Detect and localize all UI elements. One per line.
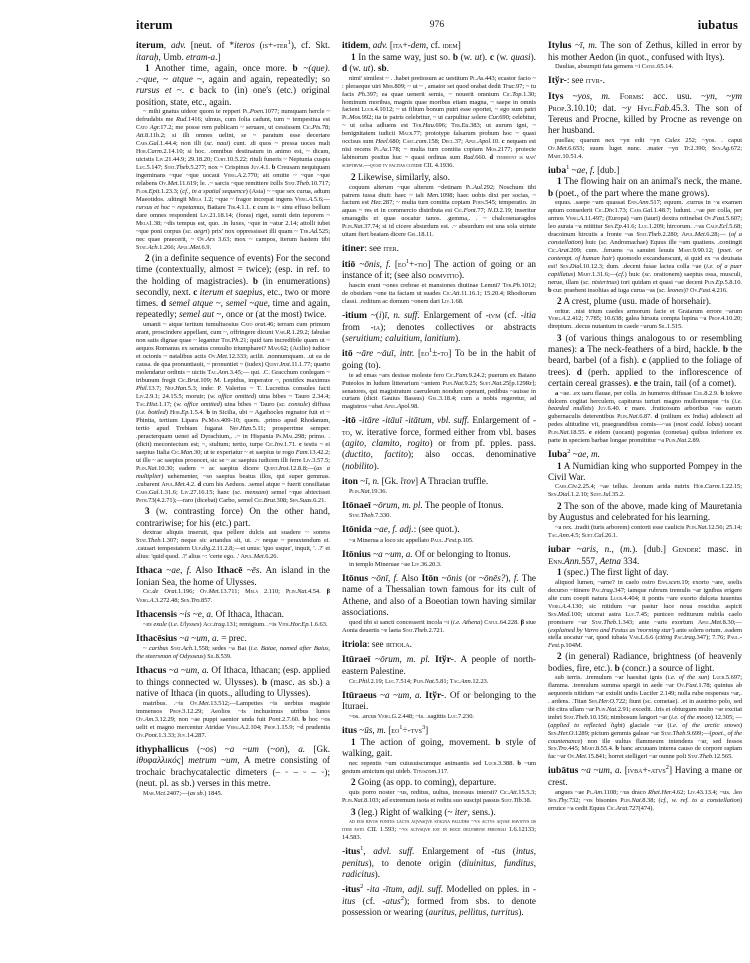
sense-definition: 3 (leg.) Right of walking (~ iter, sens.). [351,806,496,817]
citation-block: matribus. .~is Ov.Met.13.512;—Lampeties ~is uerbius magiste immensos Prop.3.12.29; Aeolios ~is inchusimus utribus lunos Ov.Am.3.12.29; non ~ae puppi saenior unda fuit Pont.2.7.60. b hoc ~os uelit et magno mercentur Atridae Verg.A.2.104; Prop.1.15.9; ~d prudentia Ov.Pont.1.3.33; Juv.14.287. [136,699,330,739]
entry-headline: iuba$^1$ ~ae, f. [dub.] [548,163,620,176]
entry-headline: Ithacēsius ~a ~um, a. = prec. [136,632,247,644]
citation-block: ~ mihi gnatus uideor quom te repperi Pl.Poen.1077; numquam hercle ~ defrudabis me Rud.1416; ulmus, cum folia cadunt, tum ~ tempestiua est Cato Agr.17.2; me posse rem publicam ~ seruare, ut cessissem Cic.Pis.78; Att.8.11b.2; si illi omnes uelint, se ~ paratum esse decertare Caes.Gal.1.44.4; non illi (sc. naui) cunt. .di quos ~ pressa uoces mali Hor.Carm.2.14.10; si hoc. .omnibus destinatum in animo est, ~ dicam, uicistis Liv.21.44.9; 29.18.20; Curt.10.5.22; rituli funeris ~ Neptunia cuspis Luc.5.147; Stat.Theb.5.277; nox ~ Crispinus Juv.4.1. b Creusam nequiquam ingeminans ~que ~que uocaui Verg.A.2.770; ait omitte ~ ~que ~que relabens Ov.Met.11.619; le. .~ sarcis ~que remittere ixills Stat.Theb.10.717; Flor.Epit.1.23.3; (cf., in a spatial sequence) (Asia) ~ ~que sex curua, adtum Maeotidos. .ultingit Mela 1.2; ~que ~ fragor increpat ingens Verg.A.5.6;—rursus et hoc ~ repetamus, Battare Tib.4.1.1. c cum is ~ sinu effuso bellum dare omnes respondent Liv.21.18.14; (foras) riget, sumit dein teporem ~ Mela1.38; ~dis tempus est, quo. .in luxes, ~que in ~atur 2.14; attolli iubet ~que poni corpus (sc. aegri) prix' nox oppressisset illi quam ~ Ter.Ad.525; nec quae praecerit, ~ Ov.Ars 3.63; mox ~ campos, iterum hastem tibi Stat.Ach.1.266; Apul.Met.6.9. [136,108,330,251]
dictionary-entry [342,259,536,306]
citation-block: quis porro noster ~us, reditus, uultus, incessus intersit? Cic.Att.15.5.3; Plin.Nat.8.103; ad extremum isota et reditu suo suscipi passus Suet.Tib.38. [342,789,536,805]
dictionary-entry [342,654,536,685]
dictionary-entry [342,415,536,472]
dictionary-entry [548,765,742,812]
entry-headline: Itūraeus ~a ~um, a. Itўr-. Of or belonging to the Ituraei. [342,689,536,712]
sense-definition: 1 A Numidian king who supported Pompey in the Civil War. [548,460,742,482]
citation-block: angues ~ae Pl.Am.1108; ~us draco Rhet.Her.4.62; Liv.43.13.4; ~us. .leo Sen.Thy.732; ~os bisontes Plin.Nat.8.38; (cf., w. ref. to a constellation) erruice ~a cedit Equus Cic.Arat.727(474). [548,788,742,812]
sense-definition: 1 (spec.) The first light of day. [557,566,669,577]
sense-definition: 3 (of various things analogous to or resembling manes): a The neck-feathers of a bird, hackle. b the beard, barbel (of a fish). c (applied to the foliage of trees). d (perh. applied to the inflorescence of certain cereal grasses). e the train, tail (of a comet). [548,332,742,388]
dictionary-entry [136,744,330,798]
dictionary-entry [548,165,742,445]
citation-block: Mar.Vict.2407;—(as sb.) 1845. [143,789,223,797]
entry-headline: Itūraeī ~ōrum, m. pl. Itўr-. A people of north-eastern Palestine. [342,654,536,677]
citation-block: ~a Minerua a loco sic appellato Paul..Fest.p.105. [349,536,474,544]
dictionary-entry [548,91,742,160]
citation-block: quod tibi si sancti concesserit incola ~i (i.e. Athena) Catul.64.228. β siue Aonia deuertis ~e laeta Stat.Theb.2.721. [342,618,536,634]
entry-headline: Itylus ~ī, m. The son of Zethus, killed in error by his mother Aedon (in quot., confused with Itys). [548,40,742,62]
dictionary-entry [342,524,536,544]
dictionary-entry [342,725,536,842]
column-1 [136,40,330,958]
dictionary-entry [342,573,536,635]
entry-headline: Itys ~yos, m. Forms: acc. usu. ~yn, ~ym Prop.3.10.10; dat. ~y Hyg.Fab.45.3. The son of Tereus and Procne, killed by Procne as revenge on her husband. [548,91,742,136]
citation-block: umanii ~ atque tertium tumultuosius Cato orat.46; terram cum primum arant, proscindere appellant, cum ~, offringere dicunt Var.R.1.29.2; fabulae non satis dignae quae ~ legantur Ter.Ph.21; quid tam incredibile quam ut ~ aequos Romanus ex senatus consulto triumpharet? Man.62; (Acilio) iudicer et octonis ~ natalibus actis Ov.Met.12.333; acilii. .nonnumquam. .ut ea de causa. de qua pronuntiauit, ~ pronuntiet ~ (iudex) Quint.Inst.11.1.77; quarto molendarur ordinis ~ uictis Tac.Ann.3.45;— qui. .C. Gracchum conlegam ~ tribunum fregit Cic.Brut.109; M. Lepidus, imperator ~, pontifex maximus Phil.13.7; Nep.Han.5.3; inde: P. Valerius ~ T. Lucretius consules facti Liv.2.9.1; 24.15.5; moruir; (w. office omitted) uina bibes ~ Tauro 2.34.4; Tac.Hist.1.17; (w. office omitted) uina bibes ~ Tauro (sc. consule) diffusa (i.e. bottled) Hor.Ep.1.5.4. b in Sicilia, ubi ~ Agathocles regnator fuit et ~ Phintia, tertium Lipara Ps.Man.409-10; quem. .primo apud Rhodanum, tertio apud Trebiam fugarat Nep.Han.5.11; prosperrime semper. .peracterquam uenei ad Dyrachium,. .~ in Hispania Ps.Mal.298; primo. .(dicit) meconiectum est; ~, stultum; tertio, turpe Cic.Inv.1.71. c testis ~ ei saepius Italia Cic.Man.30; ut te experiatur ~ et saepius te rogo Fam.13.42.2; ut ille ~ ac saepius prouocet, sic se ~ ac saepius iudicem illi ferre Liv.3.57.5; Plin.Nat.10.30; eadem ~ ac saepius dicere Quint.Inst.12.8.8;—(as a multiplier) uehementer, ~so saepius beatus illos, qui super gemmas. .cubarent Apul.Met.4.2. d cum his Aeduos. .semel atque ~ fuerit consiliatae Caes.Gal.1.31.6; Liv.27.16.15; hanc (sc. mensam) semel ~que abiecisset Petr.73(4.2.71);—raro (dicebat) Carbo, semel Cic.Brut.308; Sen.Suas.6.21. [136,321,330,504]
citation-block: Plin.Nat.19.36. [349,488,388,496]
citation-block: aliquod lumen, ~arne? in caelo ostro Enn.scen.19; exorto ~are, soelis decurso ~itinere Pac.trag.347; iamque rubrum tremulis ~ar ignibus erigere alte cum coepit natura Lucr.4.404; it pontis ~are exorto dulceta iuuentus Verg.A.4.130; sic nitidum ~ar pastur luce noua roscidus aspicit Sen.Med.100; uicerat astra Luc.7.45; puniceo rediturum nubila caelo promisere ~ar Stat.Theb.1.343; ante ~aris exortum Apul.Met.8.30;—(explained by Varro and Festus as 'morning star') ante solem ortum. .eadem stella uocatur ~ar, quod iubata Var.L.6.6 (citing Pac.trag.347); 7.76; Paul.-Fest.p.104M. [548,578,742,650]
sense-definition: 2 Going (as opp. to coming), departure. [351,777,497,788]
citation-block: coquum alterum ~que alterum ~detinam Pl.Aul.292; Noschum tibi patrem iussa diuit: haec ~ tali Men.1098; haec uobis dixi per socias, ~ factum est Hec.287; ~ multa turn comitia copiam Poen.545; temperatio. .in aquas ~ res et in commercio distributa est Cic.Font.77; N.D.2.19; inseritur smaragdis et quae uocatur tanos. .gemma,. . ~ chalcosmaragdos Plin.Nat.37.74; si id cicere absurdum est. .~ absurdum est una sola uirtute uitam fieri beatam dicere Gel.18.11. [342,183,536,238]
entry-headline: itō ~āre ~āuī, intr. $[eo^1\pm-to]$ To be in the habit of going (to). [342,347,536,370]
sense-definition: 1 The action of going, movement. b style of walking, gait. [342,736,536,759]
entry-headline: Itōnaeī ~ōrum, m. pl. The people of Itonus. [342,500,504,512]
entry-headline: Itōnida ~ae, f. adj.: (see quot.). [342,524,460,536]
citation-block: puellas; quarum nex ~yn edit ~yn Culex 252; ~yos. . caput Ov.Met.6.653; suum luget nunc. .mater ~yn Tr.2.390; Sen.Ag.672; Mart.10.51.4. [548,137,742,160]
dictionary-entry [342,348,536,411]
entry-headline: Ithacensis ~is ~e, a. Of Ithaca, Ithacan. [136,608,284,620]
sense-definition: 2 Likewise, similarly, also. [351,171,450,182]
entry-headline: ithyphallicus (~os) ~a ~um (~on), a. [Gk. ἰθυφαλλικός] metrum ~um, A metre consisting of trochaic brachycatalectic dimeters (– ⏑ – ⏑ – ⏑); (neut. pl. as sb.) verses in this metre. [136,743,330,788]
dictionary-entry [342,639,536,651]
dictionary-entry [136,633,330,661]
entry-headline: itiner: see iter. [342,242,399,254]
entry-headline: Itўr-: see itvr-. [548,75,605,87]
running-head [136,18,738,38]
dictionary-entry [342,549,536,569]
dictionary-entry [136,565,330,604]
running-head-left: iterum [136,18,173,32]
dictionary-entry [548,544,742,761]
page-number: 976 [429,20,445,30]
sense-definition: 2 (in general) Radiance, brightness (of heavenly bodies, fire, etc.). b (concr.) a source of light. [548,651,742,673]
entry-headline: Ithaca ~ae, f. Also Ithacē ~ēs. An island in the Ionian Sea, the home of Ulysses. [136,565,330,587]
dictionary-entry [548,40,742,71]
entry-headline: -itō -itāre -itāuī -itātum, vbl. suff. Enlargement of -to, w. iterative force, formed either from vbl. bases (agito, clamito, rogito) or from pf. pples. pass. (ductito, factito); also occas. denominative (nobilito). [342,415,536,471]
entry-headline: -itus$^2$ -ita -ītum, adjl. suff. Modelled on pples. in -itus (cf. -atus$^2$); formed from sbs. to denote possession or wearing (auritus, pellitus, turritus). [342,883,536,918]
dictionary-entry [342,884,536,918]
sense-definition: 1 The flowing hair on an animal's neck, the mane. b (poet., of the part where the mane grows). [548,176,742,198]
entry-headline: itiō ~ōnis, f. $[eo^1+-tio]$ The action of going or an instance of it; (see also domvitio). [342,257,536,281]
citation-block: Cic.Phil.2.19; Luc.7.514; Plin.Nat.5.81; Tac.Ann.12.23. [349,677,489,685]
sense-definition: 2 The son of the above, made king of Mauretania by Augustus and celebrated for his learning. [548,500,742,523]
citation-block: in templo Mineruae ~ae Liv.36.20.3. [349,560,442,568]
dictionary-entry [548,75,742,87]
dictionary-entry [548,449,742,540]
citation-block: ~es exule (i.e. Ulysses) Acc.trag.131; remigium. .~is Vitr.Hor.Ep.1.6.63. [143,620,328,628]
citation-block: ~ caribus Stat.Ach.1.558; sedes ~a Bai (i.e. Baiae, named after Baius, the steersman of Odysseus) Sil.8.539. [136,644,330,660]
citation-block: Stat.Theb.7.330. [349,512,391,520]
citation-block: Caes.Civ.2.25.4; ~ae tellus. .leonum arida nutrix Hor.Carm.1.22.15; Sen.Dial.1.2.10; Suet.Jul.35.2. [548,483,742,499]
entry-headline: Iuba$^2$ ~ae, m. [548,447,600,460]
sense-definition: 1 Another time, again, once more. b ~(que). .~que, ~ atque ~, again and again, repeatedly; so rursus et ~. c back to (in) one's (etc.) original position, state, etc., again. [136,62,330,107]
dictionary-entry [136,40,330,561]
citation-block: sub terris. .tremulum ~ar haesitat ignis (i.e. of the sun) Lucr.5.697; flamma. .tremulum summa spargit in aede ~ar Ov.Fast.1.78; quintus ab aequoreis nitidum ~ar extulit undis Lucifer 2.149; nulla rube respersus ~ar,. . ardens. .Titan Sen.Her.O.722; fiunt (sc. cometae). .et in austrino polo, sed ibi citra ullam ~ar Plin.Nat.2.91; excedit. .Iris et obturgum multo ~ar excitat imbri Stat.Theb.10.156; nimbosum langort ~ar (i.e. of the moon) 12.305; —(applied to reflected light) glaciale ~ar (i.e. of the arctic snows) Sen.Her.O.1289; pictum gemmis galeae ~ar Stat.Theb.9.699;—(poet., of the countenance) non ille uultus flammeum intendens ~ar, sed fessos Sen.Tro.445; Mart.8.55.4. b hanc arcuuam interea causo de corpore raptam fac ~ar Ov.Met.15.841; horret stelligeri ~ar ounne poli Stat.Theb.12.565. [548,674,742,761]
column-container [136,40,742,958]
citation-block: nec repentis ~um cuiusuiscumque animantis sed Lucr.3.388. b ~um gestum amictum qui uideb. Tituscom.117. [342,759,536,775]
sense-definition: 1 In the same way, just so. b (w. ut). c (w. quasi). d (w. ut). sb. [342,51,536,73]
sense-definition: 3 (w. contrasting force) On the other hand, contrariwise; for his (etc.) part. [136,506,330,528]
entry-headline: iubar ~aris, n., (m.). [dub.] Gender: masc. in Enn.Ann.557, Aetna 334. [548,543,742,566]
entry-headline: Itōnius ~a ~um, a. Of or belonging to Itonus. [342,548,511,560]
dictionary-entry [342,476,536,496]
entry-headline: itidem, adv. [ita+-dem, cf. idem] [342,40,461,51]
citation-block: equus. .saepe ~am quassat Enn.Ann.517; equum. .currus in ~a examen apium consederit Cic.Div.1.73; Caes.Gal.1.48.7; ludunt. .~ae per colla, per armos Verg.A.11.497; (Europa) ~am (tauri) dextra retinebat Ov.Fast.5.607; leo aurata ~a mittitur Sen.Ep.41.6; Luc.1.209; hircorum. .~as Calp.Ecl.5.68; dracoinum hircutis a fronte ~as Stat.Theb.2.280; Apul.Met.6.28;— (of a constellation) huic (sc. Andromachae) Equus ille ~am quatiens. .contingit Cic.Arat.209; cum. .feruens ~a sanuiet leuuis Mart.9.90.12; (poet. or contempt. of human hair) quomodo excanduescunt, si quid ex ~a deuisata est! Sen.Dial.10.12.3; dum. .decent fusae lactea colla ~ae (i.e. of a puer capillatus) Mart.1.31.6;—(cf.) huic (sc. orationem) saepius ossa, musculi, nerue, illam (sc. nisterinus) tori quidam et quasi ~ae decent Plin.Ep.5.8.10. b cur. praebent insolitas ad iuga curua ~as (sc. leones)? Ov.Fast.4.216. [548,199,742,294]
sense-definition: 2 A crest, plume (usu. made of horsehair). [557,296,712,307]
dictionary-entry [342,40,536,239]
entry-headline: Itōnus ~ōnī, f. Also Itōn ~ōnis (or ~ōnēs?), f. The name of a Thessalian town famous for its cult of Athene, and also of a Boeotian town having similar associations. [342,572,536,617]
citation-block: hascin erant ~ones crebrae et mansiones diutinae Lemni? Ter.Ph.1012; de obsidam ~one ita faciam ut suades Cic.Att.11.16.1; 15.20.4; Rhodiorum classi. .reditum ac domum ~onem dari Liv.1.68. [342,282,536,306]
dictionary-entry [342,310,536,344]
citation-block: ~a rex. .tradit (turis arborem) contorti esse caulicis Plin.Nat.12.56; 25.14; Tac.Ann.4.5; Suet.Cal.26.1. [548,523,742,539]
dictionary-entry [342,690,536,721]
column-2 [342,40,536,958]
citation-block: te ad emas ~ars desisse moleste fero Cic.Fam.9.24.2; puerum ex Baiano Puteolos in ludum litterarium ~antem Plin.Nat.9.25; Suet.Nat.25[p.129Rr]; senatores, qui magistratum caeruleum nondum operant, pedibus ~auisse in curiam (dicit Gauius Bassus) Gel.3.18.4; cum a nobis regeretur, ad magistros ~abat Apul.Apol.98. [342,371,536,411]
entry-headline: iubātus ~a ~um, a. [ivba+-atvs$^2$] Having a mane or crest. [548,764,742,787]
entry-headline: itus ~ūs, m. $[eo^1\div-tvs^3]$ [342,724,429,737]
column-3 [548,40,742,958]
citation-block: Cic.de Orat.1.196; Ov.Met.13.711; Mela 2.110; Plin.Nat.4.54. β Verg.A.3.272.48; Sen.Tro.857. [136,588,330,604]
dictionary-entry [342,243,536,255]
citation-block: dextrae aliquis inseruit, qua pellere dulcis aut suadere ~ sonros Stat.Theb.1.307; neque sic artandus sit, ut. .~ neque ~ peraxtendum ei. .causari tempestatem Ulp.dig.2.11.2.8;—et unus: 'quo usque', inquit, '. .?' et alius: 'quid quod. .?' alius ~: 'certe ego. .' Apul.Met.6.26. [136,529,330,561]
citation-block: ad eos rivos fontes lacvs aqvasqve stagna paludes ~vs actvs aqvae havstvs iis item esto CIL 1.593; ~vs acivsqve est in hoce delvbrvm feroniai 1.6.12133; 14.583. [342,818,536,842]
sense-definition: 2 (in a definite sequence of events) For the second time (contextually, almost = twice); (esp. in ref. to the holding of magistracies). b (in enumerations) secondly, next. c iterum et saepius, etc., two or more times. d semel atque ~, semel ~que, time and again, repeatedly; semel aut ~, once or (at the most) twice. [136,253,330,320]
citation-block: nimi' similest ~ . .habet pretiosum ac uestitum Pl.As.443; ecastor facio ~ : pleraeque uiri Mer.809; ~ ut ~ , amator sei quod orabat dedit Truc.97; ~ tu facis Ph.397; ea quae uenerit semis, ~ nouerit omnium Cic.Top.1.30; hominum moribus, magnis quae moribus etiam magna, ~ saepe in omnis facient Lucr.4.1012; ~ ut filium bonum putri esse oportet, ~ ego sum patri Pl.Mos.992; ita te patris celebritur, ~ ut carpulitur solere Cur.690; celebitur, ~ ut celsa adluens est Ter.Hau.696; Ter.Eu.383; ut aurum igni, ~ benignitatem iudicii Macr.77; prototype falsarum probum hoc ~ quasi occisus sum Heel.680; Caec.com.158; Decl.37; Apul.Apol.10. c nequam est nisi recens Pl.As.178; ~ multa turn comitia copiam Mos.2177; proiecte labinorum positus huc ~ quasi ordinas sum Rud.660. d tenervnt is man' sceptrvm.—qvod tv facitas cotidie CIL 4.1936. [342,74,536,170]
citation-block: ~os. .arcus Verg.G.2.448; ~is. .sagittis Luc.7.230. [349,713,474,721]
dictionary-entry [136,665,330,740]
citation-block: a ~ae. .ex uaru flauae, per colla. .in humeros diffusae Col.8.2.9. b tokvre dulcem cogitat herculem, capiturus turturi magno mullorumque ~is (i.e. bearded mullets) Juv.6.40. c mare. .fruticosum arboribus ~as earum gubernaculis deterentibus Plin.Nat.6.87. d (milium ex India) adolescit ad pedes altitudine vii, praegrandibus comis—~as (most codd. lobas) uocant Plin.Nat.18.55. e eidem (uocant) pogonias (cometas) quibus inferiore ex parte in speciem barbae longae promittitur ~a Plin.Nat.2.89. [548,389,742,444]
dictionary-entry [136,609,330,629]
entry-headline: -itium ~(i)ī, n. suff. Enlargement of -ivm (cf. -itia from -ia); denotes collectives or abstracts (seruitium; caluitium, lanitium). [342,310,536,343]
dictionary-entry [342,500,536,520]
entry-headline: iton ~ī, n. [Gk. ἴτον] A Thracian truffle. [342,475,489,487]
entry-headline: itriola: see irtiola. [342,638,412,650]
running-head-right: iubatus [697,18,738,32]
entry-headline: Ithacus ~a ~um, a. Of Ithaca, Ithacan; (esp. applied to things connected w. Ulysses). b (masc. as sb.) a native of Ithaca (in quots., alluding to Ulysses). [136,664,330,698]
citation-block: oritur. .nisi trium caedes armorum facie et Graiarum errore ~arum Verg.A.2.412; 7.785; 10.638; galea hirsuta compta lupina ~a Prop.4.10.20; direptum. .decus nutantum in caede ~arum Sil.1.515. [548,307,742,331]
entry-headline: -itus$^1$, advl. suff. Enlargement of -tus (intus, penitus), to denote origin (diuinitus, funditus, radicitus). [342,844,536,879]
entry-headline: iterum, adv. [neut. of *iteros (is+-ter$^1$), cf. Skt. ítaraḥ, Umb. etram-a.] [136,40,330,62]
citation-block: Daulias, absumpti fata gemens ~i Catul.65.14. [555,63,674,71]
dictionary-entry [342,846,536,880]
